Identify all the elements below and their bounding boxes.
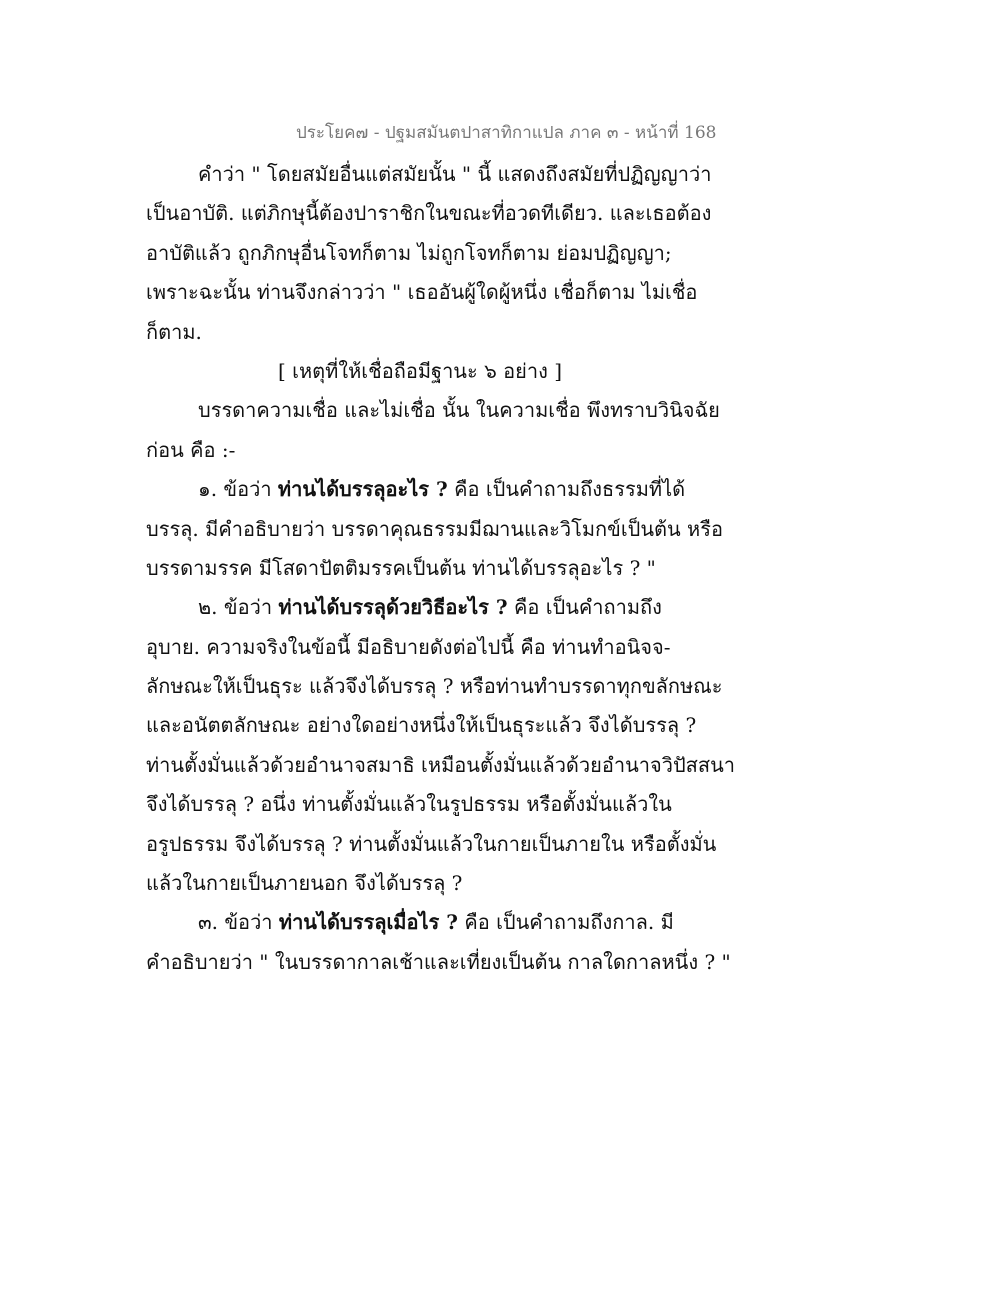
item-2-line-3: ลักษณะให้เป็นธุระ แล้วจึงได้บรรลุ ? หรือท่านทำบรรดาทุกขลักษณะ: [146, 674, 723, 699]
body-text: [146, 155, 735, 982]
paragraph-2-line-2: ก่อน คือ :-: [146, 437, 236, 462]
paragraph-1-line-4: เพราะฉะนั้น ท่านจึงกล่าวว่า " เธออันผู้ใดผู้หนึ่ง เชื่อก็ตาม ไม่เชื่อ: [146, 280, 698, 305]
paragraph-1-line-1: คำว่า " โดยสมัยอื่นแต่สมัยนั้น " นี้ แสดงถึงสมัยที่ปฏิญญาว่า: [198, 162, 712, 186]
paragraph-1-line-3: อาบัติแล้ว ถูกภิกษุอื่นโจทก็ตาม ไม่ถูกโจทก็ตาม ย่อมปฏิญญา;: [146, 240, 672, 265]
item-3-question: ท่านได้บรรลุเมื่อไร ?: [278, 910, 458, 935]
item-1-suffix: คือ เป็นคำถามถึงธรรมที่ได้: [447, 477, 686, 502]
paragraph-2-line-1: บรรดาความเชื่อ และไม่เชื่อ นั้น ในความเชื่อ พึงทราบวินิจฉัย: [198, 398, 720, 423]
item-1-line-1: [146, 470, 706, 509]
item-1-question: ท่านได้บรรลุอะไร ?: [277, 477, 448, 502]
item-2-line-8: แล้วในกายเป็นภายนอก จึงได้บรรลุ ?: [146, 871, 463, 896]
item-2-line-7: อรูปธรรม จึงได้บรรลุ ? ท่านตั้งมั่นแล้วในกายเป็นภายใน หรือตั้งมั่น: [146, 831, 717, 856]
item-1-prefix: ๑. ข้อว่า: [198, 477, 278, 502]
item-2-question: ท่านได้บรรลุด้วยวิธีอะไร ?: [278, 595, 508, 620]
item-2-line-2: อุบาย. ความจริงในข้อนี้ มีอธิบายดังต่อไปนี้ คือ ท่านทำอนิจจ-: [146, 634, 671, 659]
item-3-prefix: ๓. ข้อว่า: [198, 910, 279, 935]
running-header: ประโยค๗ - ปฐมสมันตปาสาทิกาแปล ภาค ๓ - หน้าที่ 168: [296, 123, 717, 143]
item-1-line-2: บรรลุ. มีคำอธิบายว่า บรรดาคุณธรรมมีฌานและวิโมกข์เป็นต้น หรือ: [146, 516, 723, 541]
item-2-line-6: จึงได้บรรลุ ? อนึ่ง ท่านตั้งมั่นแล้วในรูปธรรม หรือตั้งมั่นแล้วใน: [146, 792, 672, 817]
item-3-line-1: [146, 903, 706, 942]
paragraph-1-line-5: ก็ตาม.: [146, 319, 202, 344]
item-2-suffix: คือ เป็นคำถามถึง: [507, 595, 662, 620]
item-3-line-2: คำอธิบายว่า " ในบรรดากาลเช้าและเที่ยงเป็นต้น กาลใดกาลหนึ่ง ? ": [146, 949, 731, 974]
section-heading: [ เหตุที่ให้เชื่อถือมีฐานะ ๖ อย่าง ]: [278, 358, 563, 383]
item-2-line-1: [146, 588, 706, 627]
item-1-line-3: บรรดามรรค มีโสดาปัตติมรรคเป็นต้น ท่านได้บรรลุอะไร ? ": [146, 555, 656, 580]
item-2-line-5: ท่านตั้งมั่นแล้วด้วยอำนาจสมาธิ เหมือนตั้งมั่นแล้วด้วยอำนาจวิปัสสนา: [146, 752, 735, 777]
item-2-line-4: และอนัตตลักษณะ อย่างใดอย่างหนึ่งให้เป็นธุระแล้ว จึงได้บรรลุ ?: [146, 713, 697, 738]
item-2-prefix: ๒. ข้อว่า: [198, 595, 279, 620]
paragraph-1-line-2: เป็นอาบัติ. แต่ภิกษุนี้ต้องปาราชิกในขณะที่อวดทีเดียว. และเธอต้อง: [146, 201, 712, 226]
item-3-suffix: คือ เป็นคำถามถึงกาล. มี: [457, 910, 674, 935]
